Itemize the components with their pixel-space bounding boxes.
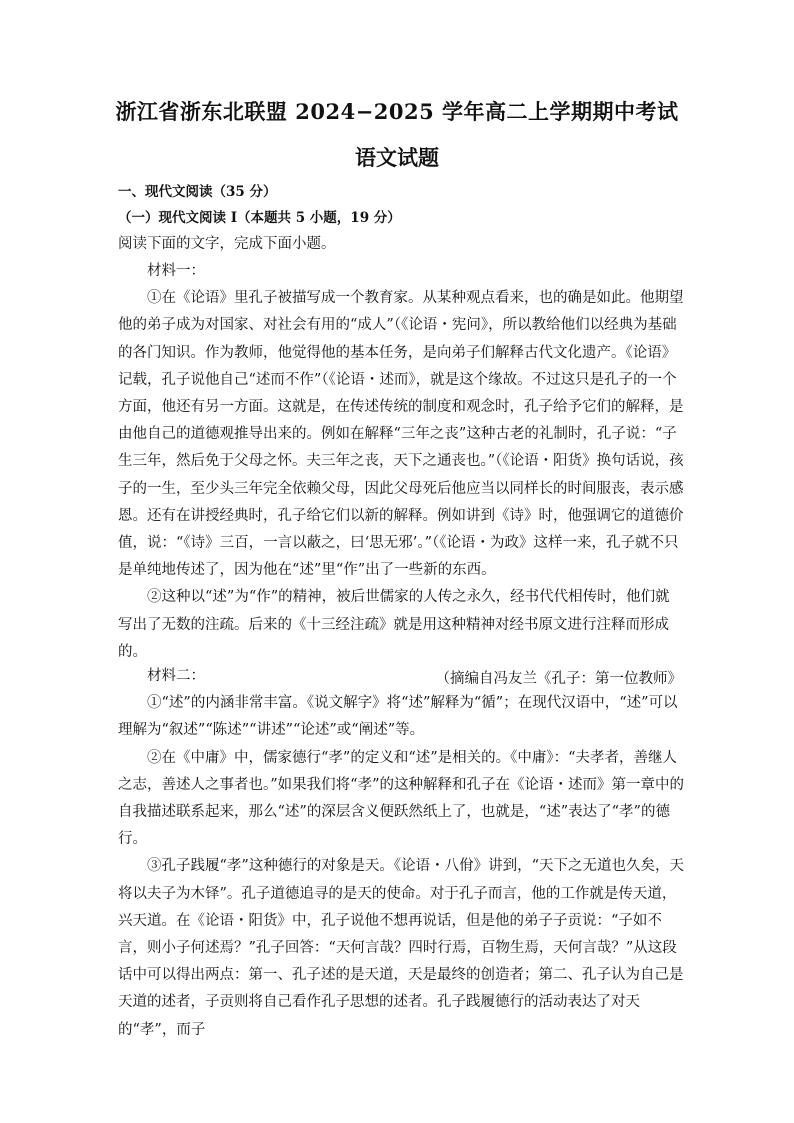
instruction-text: 阅读下面的文字，完成下面小题。 bbox=[118, 236, 336, 252]
material-one-paragraph-1: ①在《论语》里孔子被描写成一个教育家。从某种观点看来，也的确是如此。他期望他的弟子成为对国家、对社会有用的“成人”（《论语・宪问》，所以教给他们以经典为基础的各门知识。作为教师，他觉得他的基本任务，是向弟子们解释古代文化遗产。《论语》记载，孔子说他自己“述而不作”（《论语・述而》，就是这个缘故。不过这只是孔子的一个方面，他还有另一方面。这就是，在传述传统的制度和观念时，孔子给予它们的解释，是由他自己的道德观推导出来的。例如在解释“三年之丧”这种古老的礼制时，孔子说：“子生三年，然后免于父母之怀。夫三年之丧，天下之通丧也。”（《论语・阳货》换句话说，孩子的一生，至少头三年完全依赖父母，因此父母死后他应当以同样长的时间服丧，表示感恩。还有在讲授经典时，孔子给它们以新的解释。例如讲到《诗》时，他强调它的道德价值，说：“《诗》三百，一言以蔽之，曰‘思无邪’。”（《论语・为政》这样一来，孔子就不只是单纯地传述了，因为他在“述”里“作”出了一些新的东西。 bbox=[118, 290, 684, 579]
subsection-heading-reading-1: （一）现代文阅读 I（本题共 5 小题，19 分） bbox=[118, 210, 401, 226]
section-heading-reading: 一、现代文阅读（35 分） bbox=[118, 184, 277, 200]
material-two-paragraph-3: ③孔子践履“孝”这种德行的对象是天。《论语・八佾》讲到，“天下之无道也久矣，天将以夫子为木铎”。孔子道德追寻的是天的使命。对于孔子而言，他的工作就是传天道，兴天道。在《论语・阳货》中，孔子说他不想再说话，但是他的弟子子贡说：“子如不言，则小子何述焉？”孔子回答：“天何言哉？四时行焉，百物生焉，天何言哉？”从这段话中可以得出两点：第一、孔子述的是天道，天是最终的创造者；第二、孔子认为自己是天道的述者，子贡则将自己看作孔子思想的述者。孔子践履德行的活动表达了对天的“孝”，而子 bbox=[118, 858, 684, 1038]
material-two-paragraph-2: ②在《中庸》中，儒家德行“孝”的定义和“述”是相关的。《中庸》：“夫孝者，善继人之志，善述人之事者也。”如果我们将“孝”的这种解释和孔子在《论语・述而》第一章中的自我描述联系起来，那么“述”的深层含义便跃然纸上了，也就是，“述”表达了“孝”的德行。 bbox=[118, 749, 684, 848]
material-one-source: （摘编自冯友兰《孔子：第一位教师》 bbox=[435, 671, 682, 688]
material-one bbox=[118, 258, 684, 693]
material-two bbox=[118, 663, 684, 1044]
exam-title: 浙江省浙东北联盟 2024−2025 学年高二上学期期中考试 bbox=[115, 99, 679, 124]
material-one-paragraph-2: ②这种以“述”为“作”的精神，被后世儒家的人传之永久，经书代代相传时，他们就写出了无数的注疏。后来的《十三经注疏》就是用这种精神对经书原文进行注释而形成的。 bbox=[118, 589, 670, 660]
material-two-heading: 材料二： bbox=[147, 668, 205, 684]
exam-subtitle: 语文试题 bbox=[355, 145, 439, 170]
material-one-heading: 材料一： bbox=[147, 263, 205, 279]
material-two-paragraph-1: ①“述”的内涵非常丰富。《说文解字》将“述”解释为“循”；在现代汉语中，“述”可以理解为“叙述”“陈述”“讲述”“论述”或“阐述”等。 bbox=[118, 695, 678, 739]
